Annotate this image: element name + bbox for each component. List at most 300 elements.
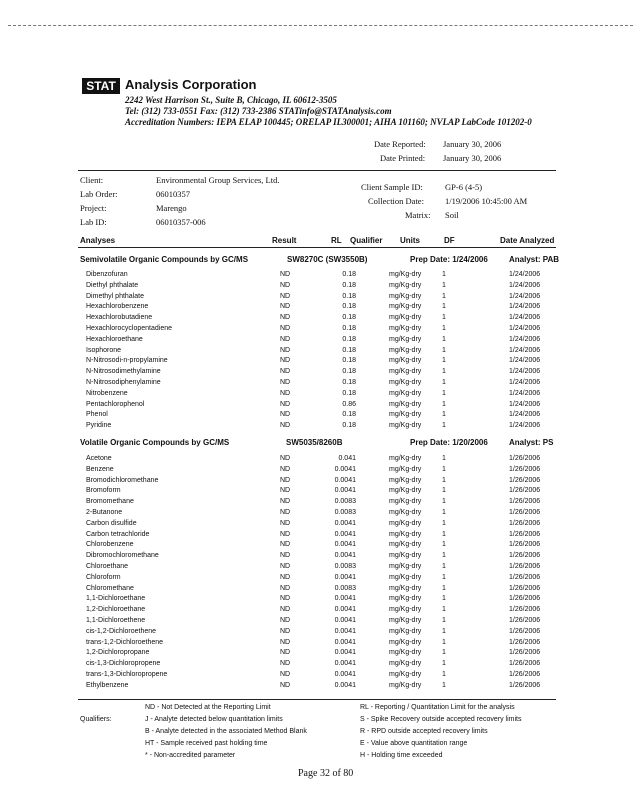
table-row	[0, 357, 639, 368]
qualifier-left-item: * - Non-accredited parameter	[145, 752, 236, 759]
project-value: Marengo	[156, 203, 187, 213]
df-cell: 1	[442, 660, 446, 668]
qualifier-right-item: E - Value above quantitation range	[360, 740, 468, 747]
df-cell: 1	[442, 335, 446, 343]
date-printed-value: January 30, 2006	[443, 153, 502, 163]
date-analyzed-cell: 1/24/2006	[509, 271, 541, 278]
table-row	[0, 509, 639, 520]
top-border	[8, 25, 633, 26]
date-analyzed-cell: 1/26/2006	[509, 573, 541, 581]
analyte-cell: 1,2-Dichloroethane	[86, 606, 146, 614]
section-method: SW8270C (SW3550B)	[287, 255, 368, 264]
df-cell: 1	[442, 573, 446, 581]
date-analyzed-cell: 1/24/2006	[509, 357, 541, 365]
units-cell: mg/Kg-dry	[389, 595, 422, 603]
units-cell: mg/Kg-dry	[389, 455, 422, 462]
rl-cell: 0.18	[342, 389, 356, 397]
client-label: Client:	[80, 175, 104, 185]
client-value: Environmental Group Services, Ltd.	[156, 175, 280, 185]
table-row	[0, 541, 639, 552]
rl-cell: 0.18	[342, 411, 356, 419]
qualifier-right-item: RL - Reporting / Quantitation Limit for the analysis	[360, 704, 515, 711]
date-analyzed-cell: 1/26/2006	[509, 660, 541, 668]
table-row	[0, 379, 639, 390]
date-analyzed-cell: 1/24/2006	[509, 281, 541, 289]
date-analyzed-cell: 1/24/2006	[509, 335, 541, 343]
table-row	[0, 422, 639, 433]
units-cell: mg/Kg-dry	[389, 281, 422, 289]
section-analyst: Analyst: PAB	[509, 255, 560, 264]
units-cell: mg/Kg-dry	[389, 649, 422, 657]
qualifier-left-item: J - Analyte detected below quantitation limits	[145, 716, 283, 723]
df-cell: 1	[442, 606, 446, 614]
section-title: Volatile Organic Compounds by GC/MS	[80, 438, 230, 447]
table-row	[0, 628, 639, 639]
section-analyst: Analyst: PS	[509, 438, 554, 447]
df-cell: 1	[442, 519, 446, 527]
units-cell: mg/Kg-dry	[389, 519, 422, 527]
table-row	[0, 401, 639, 412]
rl-cell: 0.18	[342, 357, 356, 365]
analyte-cell: Nitrobenzene	[86, 389, 128, 397]
table-row	[0, 660, 639, 671]
date-analyzed-cell: 1/24/2006	[509, 303, 541, 311]
result-cell: ND	[280, 303, 291, 311]
rl-cell: 0.18	[342, 292, 356, 300]
analyte-cell: Dibenzofuran	[86, 271, 128, 278]
units-cell: mg/Kg-dry	[389, 379, 422, 386]
date-analyzed-cell: 1/24/2006	[509, 389, 541, 397]
units-cell: mg/Kg-dry	[389, 563, 422, 570]
units-cell: mg/Kg-dry	[389, 627, 422, 635]
analyte-cell: trans-1,3-Dichloropropene	[86, 671, 168, 678]
units-cell: mg/Kg-dry	[389, 346, 422, 354]
project-label: Project:	[80, 203, 107, 213]
analyte-cell: Carbon tetrachloride	[86, 530, 150, 538]
collection-date-value: 1/19/2006 10:45:00 AM	[445, 196, 528, 206]
result-cell: ND	[280, 271, 291, 278]
result-cell: ND	[280, 638, 291, 646]
result-cell: ND	[280, 649, 291, 657]
units-cell: mg/Kg-dry	[389, 606, 422, 614]
rl-cell: 0.0041	[334, 465, 356, 473]
df-cell: 1	[442, 595, 446, 603]
df-cell: 1	[442, 271, 446, 278]
result-cell: ND	[280, 314, 291, 322]
result-cell: ND	[280, 530, 291, 538]
date-analyzed-cell: 1/26/2006	[509, 455, 541, 462]
table-row	[0, 574, 639, 585]
result-cell: ND	[280, 606, 291, 614]
units-cell: mg/Kg-dry	[389, 292, 422, 300]
result-cell: ND	[280, 292, 291, 300]
result-cell: ND	[280, 660, 291, 668]
qualifier-left-item: ND - Not Detected at the Reporting Limit	[145, 704, 271, 711]
rl-cell: 0.18	[342, 335, 356, 343]
lab-order-label: Lab Order:	[80, 189, 118, 199]
analyte-cell: Chloroform	[86, 573, 121, 581]
rl-cell: 0.18	[342, 368, 356, 376]
analyte-cell: Phenol	[86, 411, 108, 419]
result-cell: ND	[280, 519, 291, 527]
table-row	[0, 498, 639, 509]
date-analyzed-cell: 1/24/2006	[509, 314, 541, 322]
units-cell: mg/Kg-dry	[389, 368, 422, 376]
units-cell: mg/Kg-dry	[389, 465, 422, 473]
df-cell: 1	[442, 638, 446, 646]
header-rule	[78, 170, 556, 171]
units-cell: mg/Kg-dry	[389, 541, 422, 549]
table-row	[0, 325, 639, 336]
date-analyzed-cell: 1/26/2006	[509, 465, 541, 473]
df-cell: 1	[442, 476, 446, 484]
units-cell: mg/Kg-dry	[389, 681, 422, 689]
col-result: Result	[272, 236, 297, 245]
rl-cell: 0.0041	[334, 660, 356, 668]
result-cell: ND	[280, 487, 291, 495]
qualifier-right-item: R - RPD outside accepted recovery limits	[360, 728, 488, 735]
date-analyzed-cell: 1/26/2006	[509, 519, 541, 527]
analyte-cell: N-Nitrosodi-n-propylamine	[86, 357, 168, 365]
date-analyzed-cell: 1/24/2006	[509, 422, 541, 430]
date-analyzed-cell: 1/26/2006	[509, 595, 541, 603]
table-row	[0, 466, 639, 477]
analyte-cell: cis-1,2-Dichloroethene	[86, 627, 157, 635]
table-row	[0, 595, 639, 606]
date-analyzed-cell: 1/26/2006	[509, 649, 541, 657]
table-row	[0, 390, 639, 401]
qualifier-right-item: H - Holding time exceeded	[360, 752, 443, 759]
table-row	[0, 293, 639, 304]
df-cell: 1	[442, 552, 446, 560]
df-cell: 1	[442, 509, 446, 516]
df-cell: 1	[442, 681, 446, 689]
collection-date-label: Collection Date:	[368, 196, 424, 206]
result-cell: ND	[280, 400, 291, 408]
units-cell: mg/Kg-dry	[389, 584, 422, 592]
rl-cell: 0.0083	[334, 509, 356, 516]
rl-cell: 0.0041	[334, 476, 356, 484]
result-cell: ND	[280, 455, 291, 462]
units-cell: mg/Kg-dry	[389, 573, 422, 581]
analyte-cell: Benzene	[86, 465, 114, 473]
analyte-cell: Bromoform	[86, 487, 121, 495]
result-cell: ND	[280, 573, 291, 581]
analyte-cell: Chlorobenzene	[86, 541, 134, 549]
analyte-cell: Hexachlorocyclopentadiene	[86, 325, 172, 332]
df-cell: 1	[442, 671, 446, 678]
df-cell: 1	[442, 314, 446, 322]
df-cell: 1	[442, 530, 446, 538]
rl-cell: 0.0041	[334, 606, 356, 614]
rl-cell: 0.18	[342, 325, 356, 332]
table-row	[0, 531, 639, 542]
table-row	[0, 520, 639, 531]
analyte-cell: N-Nitrosodimethylamine	[86, 368, 161, 376]
analyte-cell: Acetone	[86, 455, 112, 462]
company-name: Analysis Corporation	[125, 77, 257, 92]
table-row	[0, 336, 639, 347]
units-cell: mg/Kg-dry	[389, 271, 422, 278]
df-cell: 1	[442, 487, 446, 495]
analyte-cell: Ethylbenzene	[86, 681, 129, 689]
df-cell: 1	[442, 389, 446, 397]
analyte-cell: 2-Butanone	[86, 509, 123, 516]
units-cell: mg/Kg-dry	[389, 476, 422, 484]
company-address: 2242 West Harrison St., Suite B, Chicago, IL 60612-3505	[125, 95, 337, 105]
df-cell: 1	[442, 498, 446, 506]
rl-cell: 0.18	[342, 271, 356, 278]
result-cell: ND	[280, 552, 291, 560]
analyte-cell: Carbon disulfide	[86, 519, 137, 527]
analyte-cell: Hexachlorobutadiene	[86, 314, 153, 322]
analyte-cell: Dibromochloromethane	[86, 552, 159, 560]
date-reported-label: Date Reported:	[374, 139, 426, 149]
df-cell: 1	[442, 617, 446, 624]
result-cell: ND	[280, 681, 291, 689]
date-analyzed-cell: 1/26/2006	[509, 584, 541, 592]
analyte-cell: Pentachlorophenol	[86, 400, 145, 408]
table-row	[0, 282, 639, 293]
table-row	[0, 606, 639, 617]
units-cell: mg/Kg-dry	[389, 422, 422, 430]
analyte-cell: 1,1-Dichloroethene	[86, 617, 146, 624]
qualifier-right-item: S - Spike Recovery outside accepted recovery limits	[360, 716, 522, 723]
result-cell: ND	[280, 627, 291, 635]
date-analyzed-cell: 1/24/2006	[509, 325, 541, 332]
date-analyzed-cell: 1/24/2006	[509, 411, 541, 419]
result-cell: ND	[280, 357, 291, 365]
rl-cell: 0.0041	[334, 617, 356, 624]
result-cell: ND	[280, 422, 291, 430]
table-row	[0, 552, 639, 563]
table-row	[0, 368, 639, 379]
col-date-analyzed: Date Analyzed	[500, 236, 555, 245]
analyte-cell: N-Nitrosodiphenylamine	[86, 379, 161, 386]
table-row	[0, 347, 639, 358]
analyte-cell: 1,2-Dichloropropane	[86, 649, 150, 657]
result-cell: ND	[280, 325, 291, 332]
company-contact: Tel: (312) 733-0551 Fax: (312) 733-2386 STATinfo@STATAnalysis.com	[125, 106, 392, 116]
rl-cell: 0.0041	[334, 627, 356, 635]
units-cell: mg/Kg-dry	[389, 498, 422, 506]
table-row	[0, 411, 639, 422]
page-number: Page 32 of 80	[298, 768, 354, 779]
date-analyzed-cell: 1/26/2006	[509, 563, 541, 570]
result-cell: ND	[280, 281, 291, 289]
units-cell: mg/Kg-dry	[389, 671, 422, 678]
df-cell: 1	[442, 541, 446, 549]
table-row	[0, 303, 639, 314]
units-cell: mg/Kg-dry	[389, 530, 422, 538]
date-analyzed-cell: 1/24/2006	[509, 292, 541, 300]
rl-cell: 0.18	[342, 379, 356, 386]
result-cell: ND	[280, 498, 291, 506]
table-row	[0, 682, 639, 693]
result-cell: ND	[280, 563, 291, 570]
column-header-rule	[78, 247, 556, 248]
result-cell: ND	[280, 509, 291, 516]
date-analyzed-cell: 1/26/2006	[509, 476, 541, 484]
table-row	[0, 649, 639, 660]
analyte-cell: Hexachloroethane	[86, 335, 143, 343]
analyte-cell: Dimethyl phthalate	[86, 292, 144, 300]
date-analyzed-cell: 1/24/2006	[509, 368, 541, 376]
df-cell: 1	[442, 584, 446, 592]
result-cell: ND	[280, 368, 291, 376]
analyte-cell: trans-1,2-Dichloroethene	[86, 638, 164, 646]
units-cell: mg/Kg-dry	[389, 509, 422, 516]
analyte-cell: Diethyl phthalate	[86, 281, 139, 289]
table-row	[0, 314, 639, 325]
qualifiers-label: Qualifiers:	[80, 716, 112, 723]
date-analyzed-cell: 1/26/2006	[509, 541, 541, 549]
rl-cell: 0.18	[342, 303, 356, 311]
lab-order-value: 06010357	[156, 189, 190, 199]
units-cell: mg/Kg-dry	[389, 617, 422, 624]
rl-cell: 0.0041	[334, 681, 356, 689]
units-cell: mg/Kg-dry	[389, 303, 422, 311]
rl-cell: 0.0041	[334, 541, 356, 549]
date-analyzed-cell: 1/26/2006	[509, 606, 541, 614]
units-cell: mg/Kg-dry	[389, 400, 422, 408]
result-cell: ND	[280, 541, 291, 549]
df-cell: 1	[442, 292, 446, 300]
qualifier-left-item: B - Analyte detected in the associated Method Blank	[145, 728, 307, 735]
col-units: Units	[400, 236, 420, 245]
rl-cell: 0.0041	[334, 595, 356, 603]
date-analyzed-cell: 1/24/2006	[509, 400, 541, 408]
col-qualifier: Qualifier	[350, 236, 383, 245]
rl-cell: 0.0041	[334, 552, 356, 560]
df-cell: 1	[442, 422, 446, 430]
col-df: DF	[444, 236, 455, 245]
date-analyzed-cell: 1/26/2006	[509, 498, 541, 506]
table-row	[0, 563, 639, 574]
result-cell: ND	[280, 335, 291, 343]
rl-cell: 0.041	[338, 455, 356, 462]
table-row	[0, 671, 639, 682]
rl-cell: 0.0041	[334, 671, 356, 678]
df-cell: 1	[442, 346, 446, 354]
result-cell: ND	[280, 346, 291, 354]
lab-id-label: Lab ID:	[80, 217, 107, 227]
result-cell: ND	[280, 476, 291, 484]
table-row	[0, 271, 639, 282]
section-prep-date: Prep Date: 1/24/2006	[410, 255, 488, 264]
analyte-cell: cis-1,3-Dichloropropene	[86, 660, 161, 668]
table-row	[0, 487, 639, 498]
stat-logo: STAT	[82, 78, 120, 94]
units-cell: mg/Kg-dry	[389, 389, 422, 397]
analyte-cell: 1,1-Dichloroethane	[86, 595, 146, 603]
units-cell: mg/Kg-dry	[389, 411, 422, 419]
df-cell: 1	[442, 465, 446, 473]
rl-cell: 0.0041	[334, 638, 356, 646]
df-cell: 1	[442, 368, 446, 376]
analyte-cell: Pyridine	[86, 422, 112, 430]
df-cell: 1	[442, 379, 446, 386]
date-analyzed-cell: 1/26/2006	[509, 530, 541, 538]
result-cell: ND	[280, 411, 291, 419]
accreditation-numbers: Accreditation Numbers: IEPA ELAP 100445; ORELAP IL300001; AIHA 101160; NVLAP LabCode 101202-0	[125, 117, 532, 127]
date-analyzed-cell: 1/26/2006	[509, 671, 541, 678]
analyte-cell: Chloroethane	[86, 563, 129, 570]
table-row	[0, 617, 639, 628]
rl-cell: 0.0041	[334, 649, 356, 657]
rl-cell: 0.0041	[334, 530, 356, 538]
units-cell: mg/Kg-dry	[389, 487, 422, 495]
client-sample-id-value: GP-6 (4-5)	[445, 182, 483, 192]
df-cell: 1	[442, 400, 446, 408]
col-analyses: Analyses	[80, 236, 116, 245]
section-title: Semivolatile Organic Compounds by GC/MS	[80, 255, 249, 264]
units-cell: mg/Kg-dry	[389, 314, 422, 322]
client-sample-id-label: Client Sample ID:	[361, 182, 423, 192]
result-cell: ND	[280, 595, 291, 603]
date-analyzed-cell: 1/26/2006	[509, 509, 541, 516]
rl-cell: 0.0041	[334, 519, 356, 527]
analyte-cell: Bromomethane	[86, 498, 134, 506]
col-rl: RL	[331, 236, 342, 245]
df-cell: 1	[442, 455, 446, 462]
section-prep-date: Prep Date: 1/20/2006	[410, 438, 488, 447]
analyte-cell: Isophorone	[86, 346, 122, 354]
rl-cell: 0.18	[342, 346, 356, 354]
units-cell: mg/Kg-dry	[389, 660, 422, 668]
result-cell: ND	[280, 671, 291, 678]
table-row	[0, 455, 639, 466]
rl-cell: 0.18	[342, 281, 356, 289]
matrix-label: Matrix:	[405, 210, 431, 220]
rl-cell: 0.18	[342, 314, 356, 322]
df-cell: 1	[442, 563, 446, 570]
table-row	[0, 639, 639, 650]
units-cell: mg/Kg-dry	[389, 335, 422, 343]
rl-cell: 0.0083	[334, 584, 356, 592]
rl-cell: 0.86	[342, 400, 356, 408]
df-cell: 1	[442, 627, 446, 635]
df-cell: 1	[442, 325, 446, 332]
matrix-value: Soil	[445, 210, 459, 220]
units-cell: mg/Kg-dry	[389, 357, 422, 365]
date-analyzed-cell: 1/24/2006	[509, 346, 541, 354]
date-printed-label: Date Printed:	[380, 153, 426, 163]
analyte-cell: Chloromethane	[86, 584, 134, 592]
date-analyzed-cell: 1/26/2006	[509, 552, 541, 560]
df-cell: 1	[442, 411, 446, 419]
qualifier-left-item: HT - Sample received past holding time	[145, 740, 268, 747]
qualifier-rule	[78, 699, 556, 700]
table-row	[0, 477, 639, 488]
result-cell: ND	[280, 379, 291, 386]
rl-cell: 0.0083	[334, 563, 356, 570]
analyte-cell: Bromodichloromethane	[86, 476, 159, 484]
table-row	[0, 585, 639, 596]
rl-cell: 0.0041	[334, 573, 356, 581]
units-cell: mg/Kg-dry	[389, 638, 422, 646]
df-cell: 1	[442, 281, 446, 289]
units-cell: mg/Kg-dry	[389, 325, 422, 332]
date-analyzed-cell: 1/26/2006	[509, 681, 541, 689]
lab-id-value: 06010357-006	[156, 217, 206, 227]
rl-cell: 0.0083	[334, 498, 356, 506]
units-cell: mg/Kg-dry	[389, 552, 422, 560]
date-reported-value: January 30, 2006	[443, 139, 502, 149]
result-cell: ND	[280, 617, 291, 624]
analyte-cell: Hexachlorobenzene	[86, 303, 149, 311]
section-method: SW5035/8260B	[286, 438, 343, 447]
